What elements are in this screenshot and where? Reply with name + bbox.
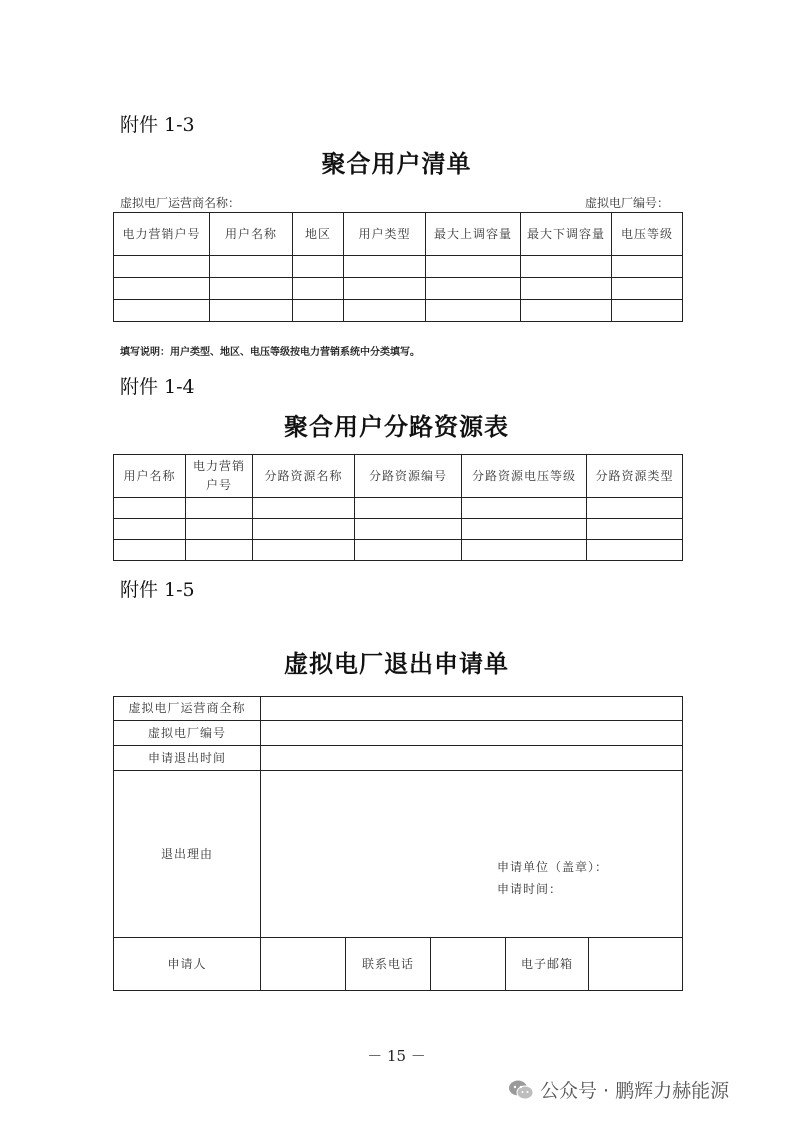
- applicant-unit-seal-label: 申请单位（盖章）：: [497, 860, 609, 874]
- column-header: 用户名称: [114, 455, 186, 498]
- table-row: [114, 278, 683, 300]
- column-header: 最大上调容量: [426, 213, 521, 256]
- email-field[interactable]: [589, 938, 683, 991]
- column-header: 最大下调容量: [521, 213, 612, 256]
- exit-time-label: 申请退出时间: [114, 746, 261, 771]
- applicant-label: 申请人: [114, 938, 261, 991]
- operator-full-name-label: 虚拟电厂运营商全称: [114, 697, 261, 721]
- operator-full-name-field[interactable]: [261, 697, 683, 721]
- contact-phone-field[interactable]: [431, 938, 506, 991]
- contact-phone-label: 联系电话: [346, 938, 431, 991]
- applicant-field[interactable]: [261, 938, 346, 991]
- column-header: 分路资源编号: [355, 455, 462, 498]
- aggregated-user-table: [113, 212, 683, 322]
- exit-reason-field[interactable]: [261, 771, 683, 938]
- form-row: [114, 697, 683, 721]
- form-row: [114, 771, 683, 938]
- exit-application-title: 虚拟电厂退出申请单: [284, 650, 509, 678]
- branch-resource-table: [113, 454, 683, 561]
- email-label: 电子邮箱: [506, 938, 589, 991]
- column-header: 地区: [293, 213, 344, 256]
- column-header: 用户名称: [210, 213, 293, 256]
- attachment-1-4-heading: 附件 1-4: [120, 376, 195, 398]
- page-number: － 15 －: [367, 1047, 426, 1065]
- table-row: [114, 519, 683, 540]
- wechat-icon: [508, 1079, 534, 1101]
- form-row: [114, 721, 683, 746]
- exit-reason-label: 退出理由: [114, 771, 261, 938]
- exit-application-form: [113, 696, 683, 991]
- branch-resource-table-title: 聚合用户分路资源表: [284, 413, 509, 441]
- exit-time-field[interactable]: [261, 746, 683, 771]
- column-header: 电力营销户号: [114, 213, 210, 256]
- operator-name-label: 虚拟电厂运营商名称：: [120, 196, 241, 210]
- table-header-row: [114, 213, 683, 256]
- table-header-row: [114, 455, 683, 498]
- plant-number-field[interactable]: [261, 721, 683, 746]
- form-row: [114, 938, 683, 991]
- form-row: [114, 746, 683, 771]
- column-header: 分路资源类型: [587, 455, 683, 498]
- column-header: 电压等级: [612, 213, 683, 256]
- table-row: [114, 300, 683, 322]
- table-row: [114, 256, 683, 278]
- attachment-1-3-heading: 附件 1-3: [120, 114, 195, 136]
- attachment-1-5-heading: 附件 1-5: [120, 579, 195, 601]
- watermark-text: 公众号 · 鹏辉力赫能源: [540, 1080, 730, 1102]
- fill-instructions-note: 填写说明：用户类型、地区、电压等级按电力营销系统中分类填写。: [120, 347, 420, 358]
- column-header: 用户类型: [344, 213, 426, 256]
- aggregated-user-list-title: 聚合用户清单: [321, 150, 472, 178]
- column-header: 电力营销户号: [186, 455, 253, 498]
- application-time-label: 申请时间：: [497, 882, 563, 896]
- plant-number-form-label: 虚拟电厂编号: [114, 721, 261, 746]
- column-header: 分路资源名称: [253, 455, 355, 498]
- plant-number-label: 虚拟电厂编号：: [585, 196, 670, 210]
- wechat-watermark: [508, 1076, 729, 1103]
- table-row: [114, 540, 683, 561]
- table-row: [114, 498, 683, 519]
- column-header: 分路资源电压等级: [462, 455, 587, 498]
